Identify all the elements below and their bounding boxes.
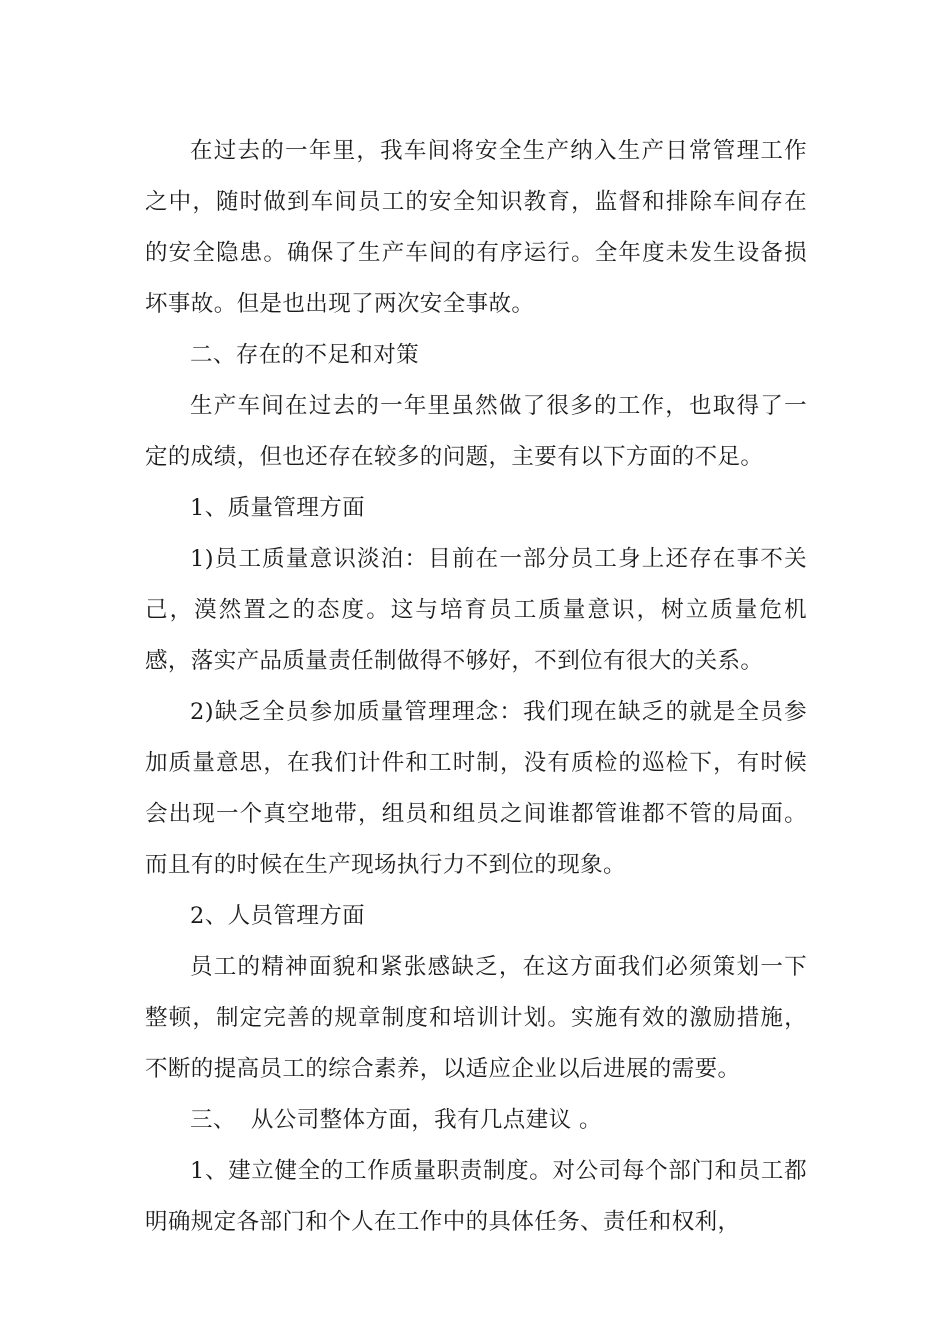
paragraph-safety-summary: 在过去的一年里，我车间将安全生产纳入生产日常管理工作之中，随时做到车间员工的安全知识教育，监督和排除车间存在的安全隐患。确保了生产车间的有序运行。全年度未发生设备损坏事故。但是也出现了两次安全事故。: [145, 138, 807, 317]
paragraph-quality-awareness: 1)员工质量意识淡泊：目前在一部分员工身上还存在事不关己，漠然置之的态度。这与培育员工质量意识，树立质量危机感，落实产品质量责任制做得不够好，不到位有很大的关系。: [145, 546, 807, 674]
paragraph-full-participation: 2)缺乏全员参加质量管理理念：我们现在缺乏的就是全员参加质量意思，在我们计件和工时制，没有质检的巡检下，有时候会出现一个真空地带，组员和组员之间谁都管谁都不管的局面。而且有的时候在生产现场执行力不到位的现象。: [145, 699, 807, 878]
document-body: [145, 126, 807, 1248]
paragraph-personnel: 员工的精神面貌和紧张感缺乏，在这方面我们必须策划一下整顿，制定完善的规章制度和培训计划。实施有效的激励措施，不断的提高员工的综合素养，以适应企业以后进展的需要。: [145, 954, 807, 1082]
paragraph-shortcomings-intro: 生产车间在过去的一年里虽然做了很多的工作，也取得了一定的成绩，但也还存在较多的问题，主要有以下方面的不足。: [145, 393, 807, 470]
section-heading-suggestions: 三、 从公司整体方面，我有几点建议 。: [190, 1107, 602, 1133]
subheading-quality-management: 1、质量管理方面: [190, 495, 366, 521]
paragraph-suggestion-1: 1、建立健全的工作质量职责制度。对公司每个部门和员工都明确规定各部门和个人在工作中的具体任务、责任和权利，: [145, 1158, 807, 1235]
subheading-personnel-management: 2、人员管理方面: [190, 903, 366, 929]
section-heading-shortcomings: 二、存在的不足和对策: [190, 342, 420, 368]
